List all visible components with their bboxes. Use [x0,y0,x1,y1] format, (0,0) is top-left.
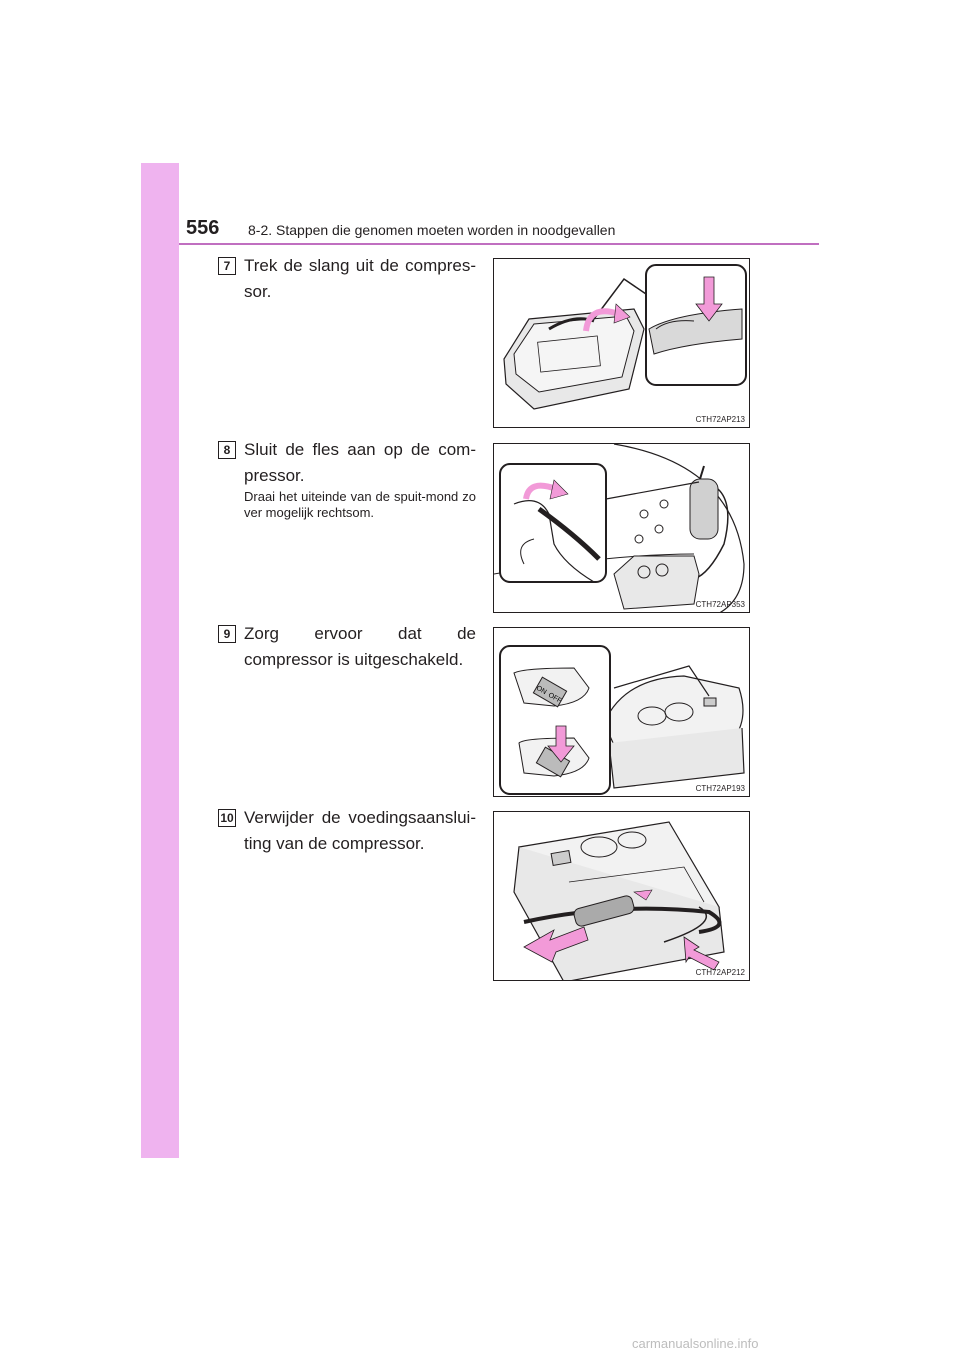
section-title: 8-2. Stappen die genomen moeten worden in noodgevallen [248,222,616,238]
figure-switch-off [493,627,750,797]
power-plug-illustration [494,812,750,981]
step-text-10: Verwijder de voedingsaanslui-ting van de compressor. [244,808,476,853]
header-divider [179,243,819,245]
chapter-sidebar [141,163,179,1158]
figure-code: CTH72AP212 [695,968,745,977]
step-number-9: 9 [218,625,236,643]
step-text-8: Sluit de fles aan op de com-pressor. [244,440,476,485]
step-note-8: Draai het uiteinde van de spuit-mond zo ver mogelijk rechtsom. [244,489,476,520]
step-text-7: Trek de slang uit de compres-sor. [244,256,476,301]
figure-bottle-connect [493,443,750,613]
switch-label-on: ON [534,684,548,697]
figure-power-plug-removal [493,811,750,981]
hose-removal-illustration [494,259,750,428]
page-number: 556 [186,217,220,239]
switch-off-illustration [494,628,750,797]
bottle-connect-illustration [494,444,750,613]
step-number-7: 7 [218,257,236,275]
step-text-9: Zorg ervoor dat de compressor is uitgeschakeld. [244,624,476,669]
figure-code: CTH72AP353 [695,600,745,609]
figure-code: CTH72AP213 [695,415,745,424]
figure-hose-removal [493,258,750,428]
switch-label-off: OFF [546,691,563,705]
step-number-8: 8 [218,441,236,459]
watermark: carmanualsonline.info [632,1336,759,1351]
figure-code: CTH72AP193 [695,784,745,793]
step-number-10: 10 [218,809,236,827]
